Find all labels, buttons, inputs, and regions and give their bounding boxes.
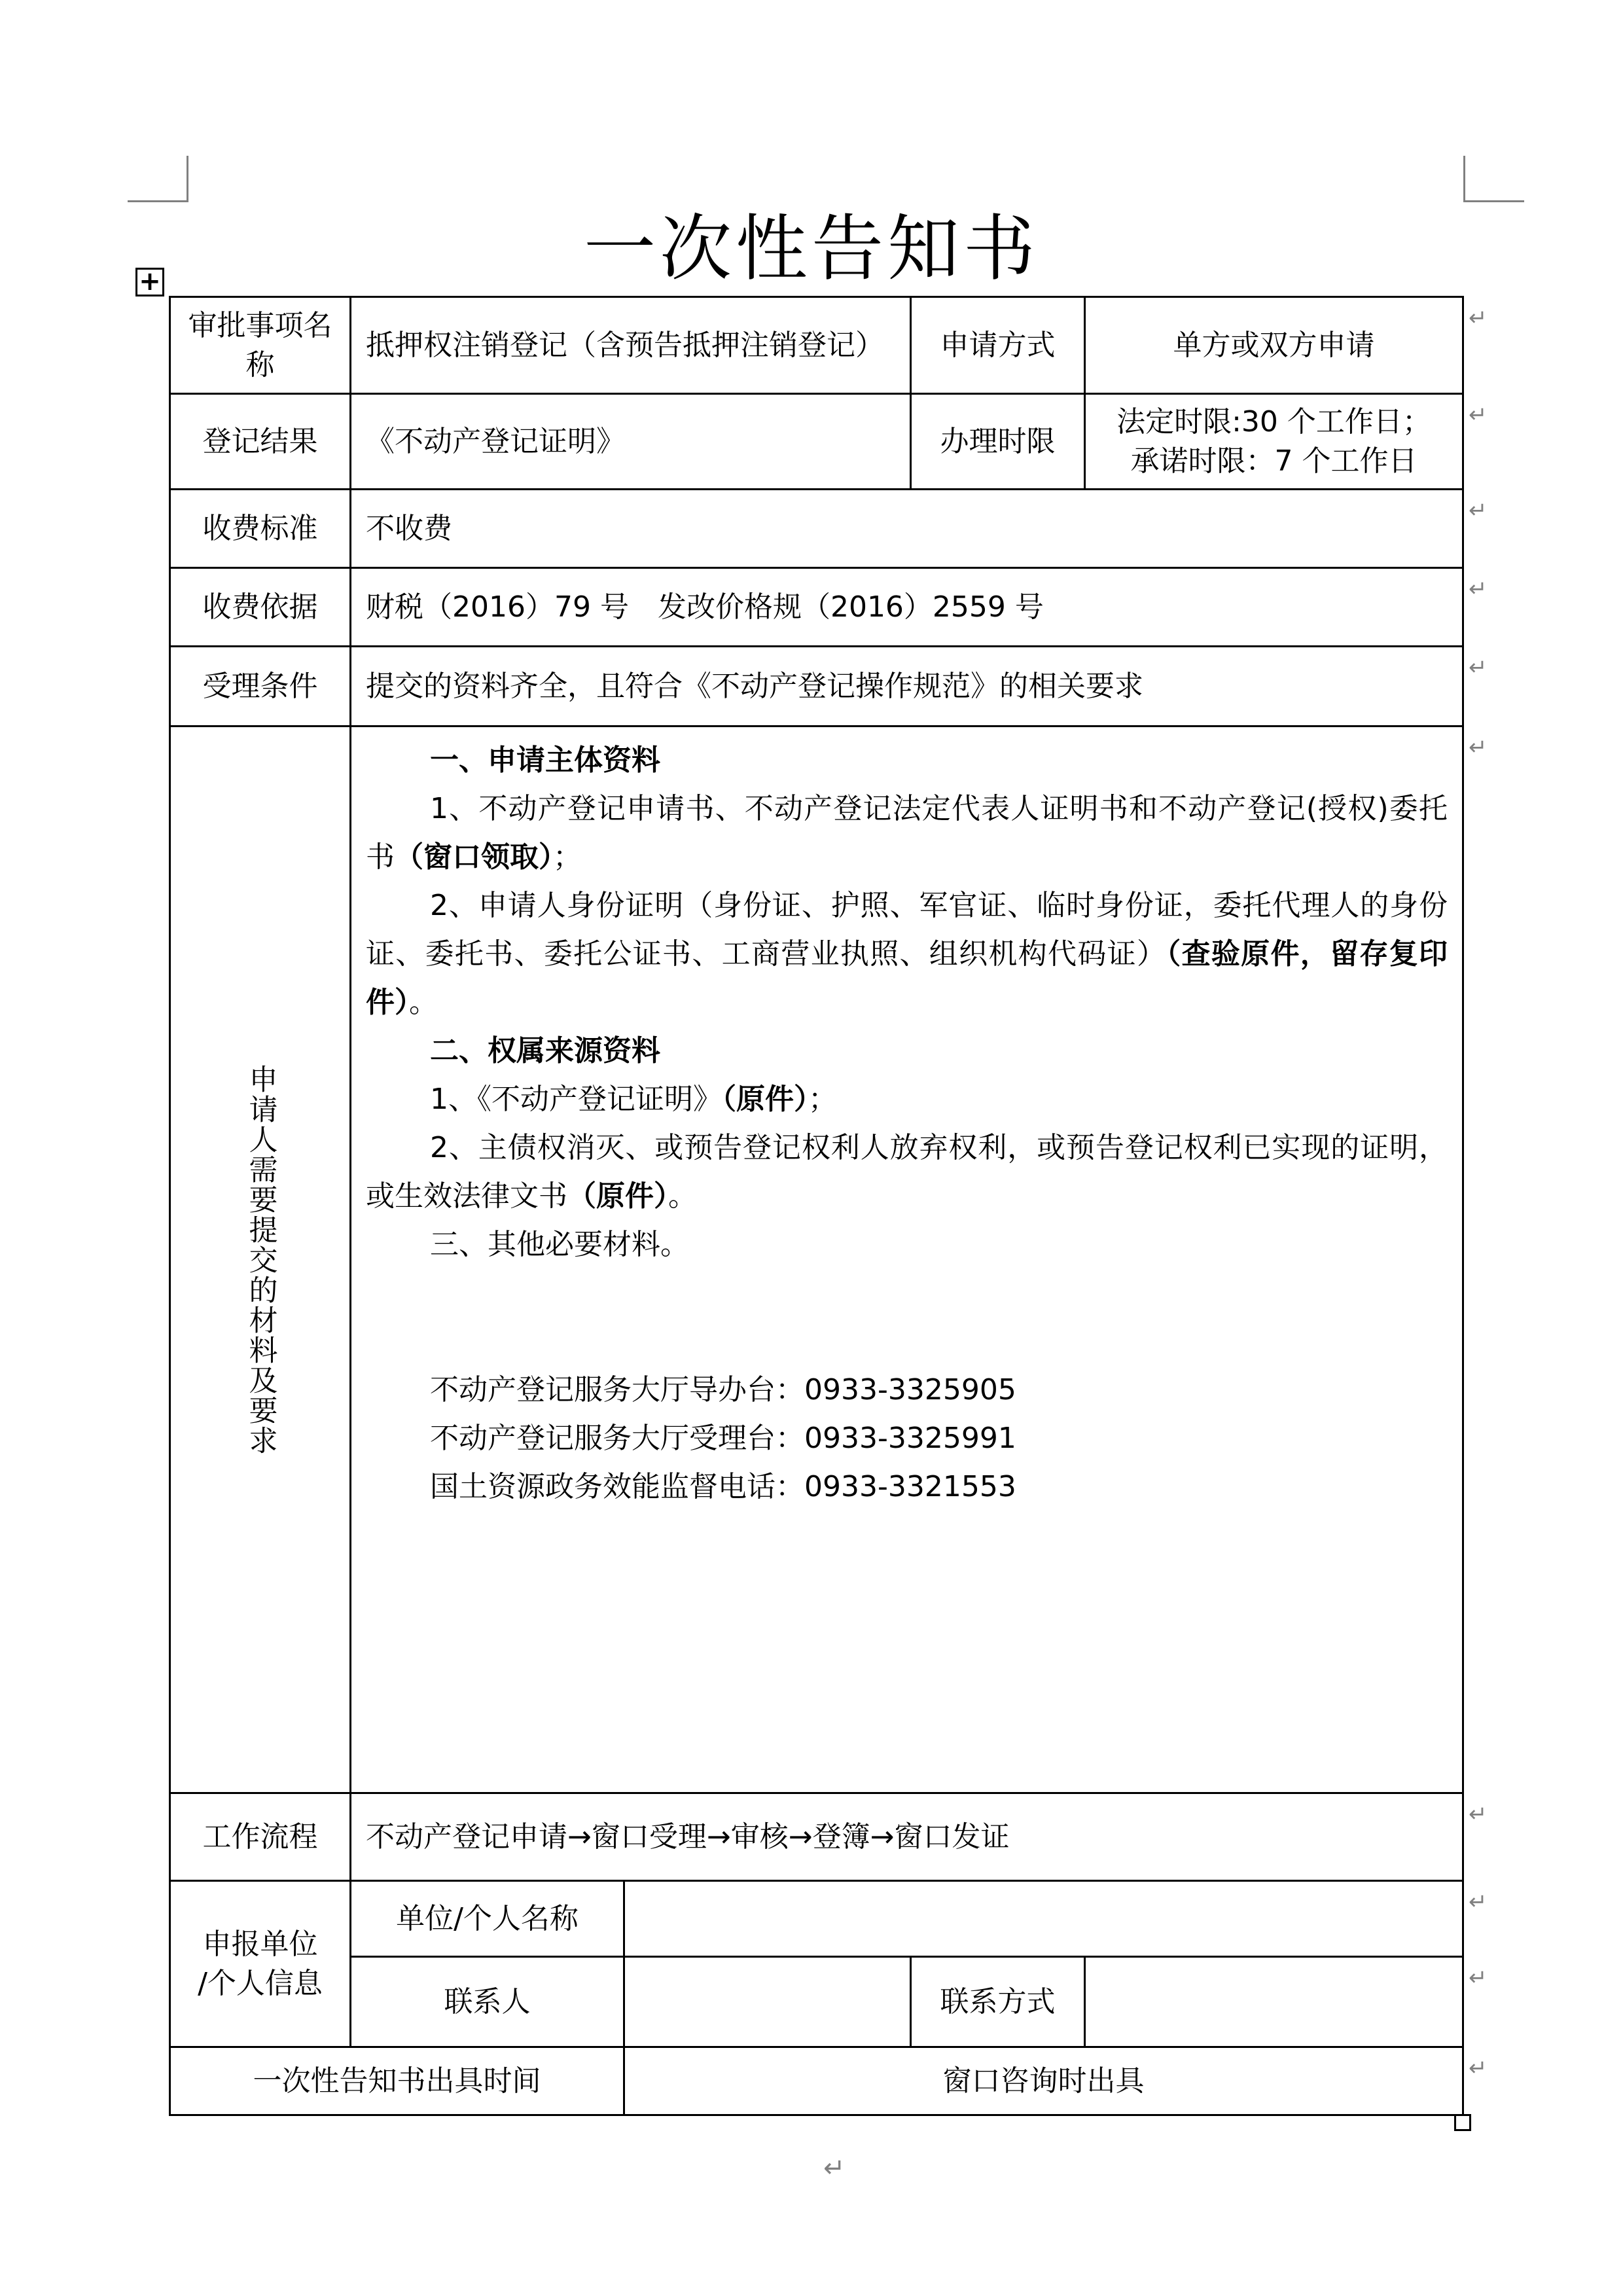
accept-condition-value: 提交的资料齐全，且符合《不动产登记操作规范》的相关要求	[351, 647, 1463, 726]
accept-condition-label: 受理条件	[170, 647, 351, 726]
time-limit-value	[1085, 394, 1463, 490]
phone-guide-desk: 不动产登记服务大厅导办台：0933-3325905	[430, 1373, 1016, 1407]
phone-acceptance-desk: 不动产登记服务大厅受理台：0933-3325991	[430, 1422, 1016, 1455]
table-move-handle-icon[interactable]: +	[135, 268, 164, 296]
table-resize-handle-icon[interactable]	[1454, 2114, 1471, 2131]
materials-section-2-heading: 二、权属来源资料	[430, 1034, 660, 1067]
end-of-row-icon: ↵	[1469, 576, 1488, 602]
crop-mark-top-left	[128, 156, 188, 202]
end-of-row-icon: ↵	[1469, 305, 1488, 331]
table-row	[170, 568, 1463, 647]
phone-supervision: 国土资源政务效能监督电话：0933-3321553	[430, 1470, 1016, 1503]
time-limit-promise: 承诺时限：7 个工作日	[1130, 444, 1418, 478]
materials-section-2-item-1: 1、《不动产登记证明》（原件）；	[430, 1083, 837, 1116]
table-row	[170, 726, 1463, 1793]
document-title: 一次性告知书	[584, 207, 1039, 291]
end-of-row-icon: ↵	[1469, 734, 1488, 761]
result-label: 登记结果	[170, 394, 351, 490]
issue-time-value: 窗口咨询时出具	[624, 2047, 1463, 2115]
materials-section-2-item-2: 2、主债权消灭、或预告登记权利人放弃权利，或预告登记权利已实现的证明，或生效法律文书（原件）。	[366, 1131, 1448, 1213]
end-of-row-icon: ↵	[1469, 1889, 1488, 1915]
end-of-row-icon: ↵	[1469, 497, 1488, 524]
contact-person-value[interactable]	[624, 1957, 911, 2047]
applicant-info-label: 申报单位 /个人信息	[170, 1881, 351, 2047]
crop-mark-top-right	[1463, 156, 1524, 202]
apply-method-label: 申请方式	[911, 297, 1085, 394]
materials-section-1-heading: 一、申请主体资料	[430, 744, 660, 777]
table-row	[170, 647, 1463, 726]
item-name-label: 审批事项名称	[170, 297, 351, 394]
materials-label-cell	[170, 726, 351, 1793]
end-of-row-icon: ↵	[1469, 402, 1488, 428]
fee-standard-value: 不收费	[351, 490, 1463, 568]
apply-method-value: 单方或双方申请	[1085, 297, 1463, 394]
materials-label: 申请人需要提交的材料及要求	[243, 1064, 277, 1456]
paragraph-mark-icon: ↵	[823, 2153, 846, 2183]
end-of-row-icon: ↵	[1469, 2055, 1488, 2081]
table-row	[170, 297, 1463, 394]
materials-section-3-heading: 三、其他必要材料。	[430, 1228, 689, 1261]
materials-content	[351, 726, 1463, 1793]
fee-standard-label: 收费标准	[170, 490, 351, 568]
time-limit-legal: 法定时限:30 个工作日；	[1116, 404, 1431, 439]
workflow-label: 工作流程	[170, 1793, 351, 1881]
end-of-row-marks	[1469, 296, 1488, 2115]
contact-person-label: 联系人	[351, 1957, 624, 2047]
table-row	[170, 2047, 1463, 2115]
contact-method-label: 联系方式	[911, 1957, 1085, 2047]
unit-name-value[interactable]	[624, 1881, 1463, 1957]
fee-basis-label: 收费依据	[170, 568, 351, 647]
end-of-row-icon: ↵	[1469, 655, 1488, 681]
empty-paragraph	[366, 1318, 1448, 1366]
item-name-value: 抵押权注销登记（含预告抵押注销登记）	[351, 297, 911, 394]
time-limit-label: 办理时限	[911, 394, 1085, 490]
table-row	[170, 394, 1463, 490]
materials-section-1-item-1: 1、不动产登记申请书、不动产登记法定代表人证明书和不动产登记(授权)委托书（窗口领取）；	[366, 792, 1448, 874]
fee-basis-value: 财税（2016）79 号 发改价格规（2016）2559 号	[351, 568, 1463, 647]
unit-name-label: 单位/个人名称	[351, 1881, 624, 1957]
table-row	[170, 1881, 1463, 1957]
materials-section-1-item-2: 2、申请人身份证明（身份证、护照、军官证、临时身份证，委托代理人的身份证、委托书、委托公证书、工商营业执照、组织机构代码证）（查验原件，留存复印件）。	[366, 889, 1448, 1019]
workflow-value: 不动产登记申请→窗口受理→审核→登簿→窗口发证	[351, 1793, 1463, 1881]
result-value: 《不动产登记证明》	[351, 394, 911, 490]
table-row	[170, 1957, 1463, 2047]
contact-method-value[interactable]	[1085, 1957, 1463, 2047]
empty-paragraph	[366, 1269, 1448, 1318]
table-row	[170, 1793, 1463, 1881]
end-of-row-icon: ↵	[1469, 1801, 1488, 1827]
notice-table	[169, 296, 1464, 2116]
issue-time-label: 一次性告知书出具时间	[170, 2047, 624, 2115]
table-row	[170, 490, 1463, 568]
end-of-row-icon: ↵	[1469, 1965, 1488, 1991]
